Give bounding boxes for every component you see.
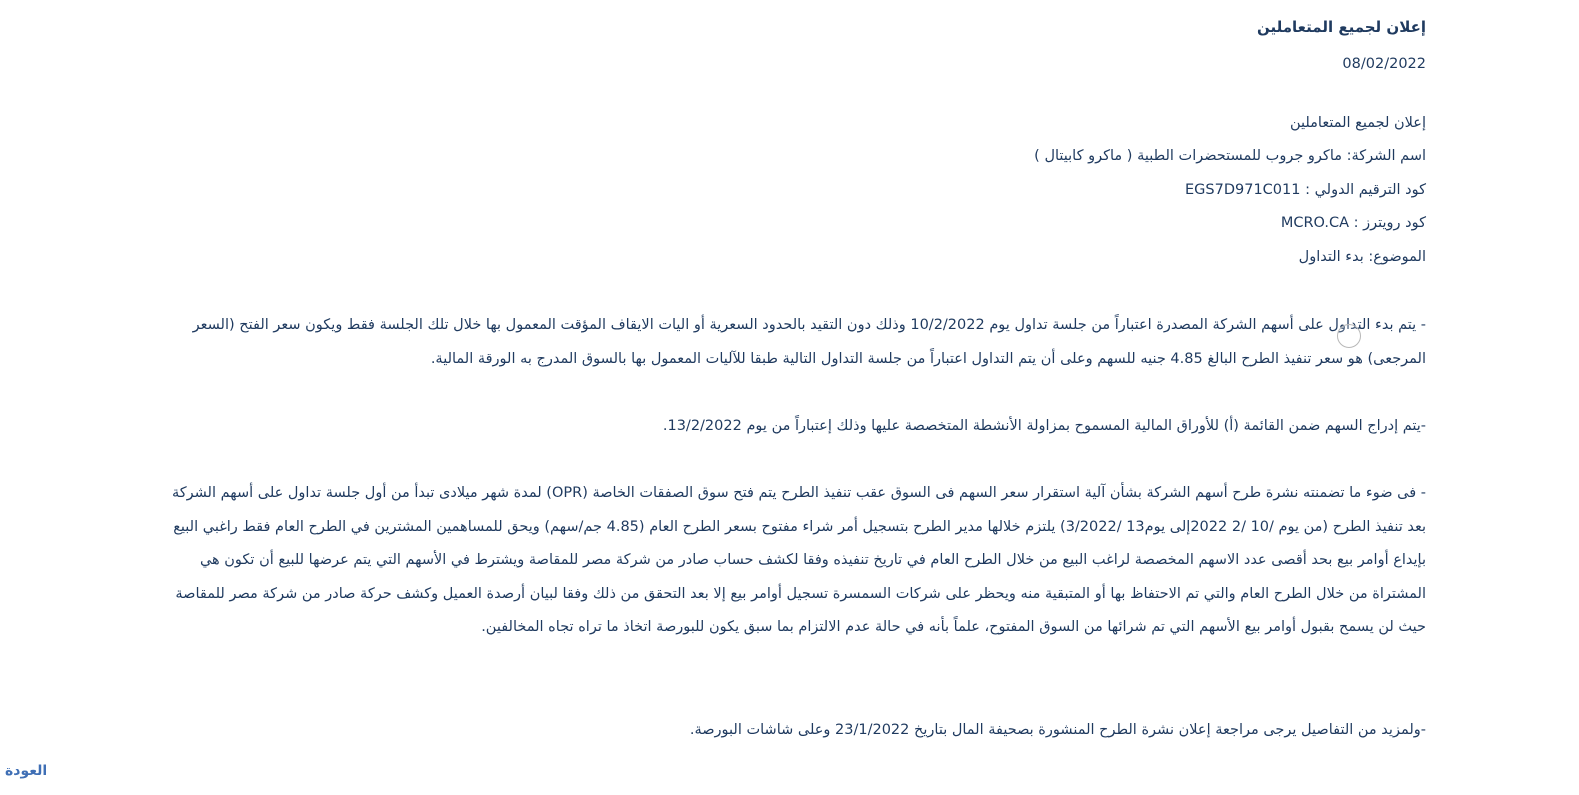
mouse-cursor-ring	[1337, 324, 1361, 348]
announcement-date: 08/02/2022	[1342, 56, 1426, 72]
announcement-header-line: إعلان لجميع المتعاملين	[1289, 115, 1426, 131]
reuters-code: كود رويترز : MCRO.CA	[1280, 215, 1426, 231]
company-name: اسم الشركة: ماكرو جروب للمستحضرات الطبية ( ماكرو كابيتال )	[1034, 148, 1426, 164]
announcement-title: إعلان لجميع المتعاملين	[1257, 18, 1426, 36]
isin-code: كود الترقيم الدولي : EGS7D971C011	[1185, 182, 1426, 198]
back-link[interactable]: العودة	[5, 763, 48, 779]
announcement-subject: الموضوع: بدء التداول	[1298, 249, 1426, 265]
paragraph-trading-start: - يتم بدء التداول على أسهم الشركة المصدرة اعتباراً من جلسة تداول يوم 10/2/2022 وذلك دون التقيد بالحدود السعرية أو اليات الايقاف المؤقت المعمول بها خلال تلك الجلسة فقط ويكون سعر الفتح (السعر المرجعى) هو سعر تنفيذ الطرح البالغ 4.85 جنيه للسهم وعلى أن يتم التداول اعتباراً من جلسة التداول التالية طبقا للآليات المعمول بها بالسوق المدرج به الورقة المالية.	[192, 317, 1426, 367]
paragraph-more-details: -ولمزيد من التفاصيل يرجى مراجعة إعلان نشرة الطرح المنشورة بصحيفة المال بتاريخ 23/1/2022 وعلى شاشات البورصة.	[689, 722, 1426, 738]
paragraph-listing: -يتم إدراج السهم ضمن القائمة (أ) للأوراق المالية المسموح بمزاولة الأنشطة المتخصصة عليها وذلك إعتباراً من يوم 13/2/2022.	[662, 418, 1426, 434]
paragraph-stabilization: - فى ضوء ما تضمنته نشرة طرح أسهم الشركة بشأن آلية استقرار سعر السهم فى السوق عقب تنفيذ الطرح يتم فتح سوق الصفقات الخاصة (OPR) لمدة شهر ميلادى تبدأ من أول جلسة تداول على أسهم الشركة بعد تنفيذ الطرح (من يوم /10 /2 2022إلى يوم13 /3/2022) يلتزم خلالها مدير الطرح بتسجيل أمر شراء مفتوح بسعر الطرح العام (4.85 جم/سهم) ويحق للمساهمين المشترين في الطرح العام فقط راغبي البيع بإيداع أوامر بيع بحد أقصى عدد الاسهم المخصصة لراغب البيع من خلال الطرح العام في تاريخ تنفيذه وفقا لكشف حساب صادر من شركة مصر للمقاصة ويشترط في الأسهم التي يتم عرضها للبيع أن تكون هي المشتراة من خلال الطرح العام والتي تم الاحتفاظ بها أو المتبقية منه ويحظر على شركات السمسرة تسجيل أوامر بيع إلا بعد التحقق من ذلك وفقا لبيان أرصدة العميل وكشف حركة صادر من شركة مصر للمقاصة حيث لن يسمح بقبول أوامر بيع الأسهم التي تم شرائها من السوق المفتوح، علماً بأنه في حالة عدم الالتزام بما سبق يكون للبورصة اتخاذ ما تراه تجاه المخالفين.	[171, 485, 1426, 635]
